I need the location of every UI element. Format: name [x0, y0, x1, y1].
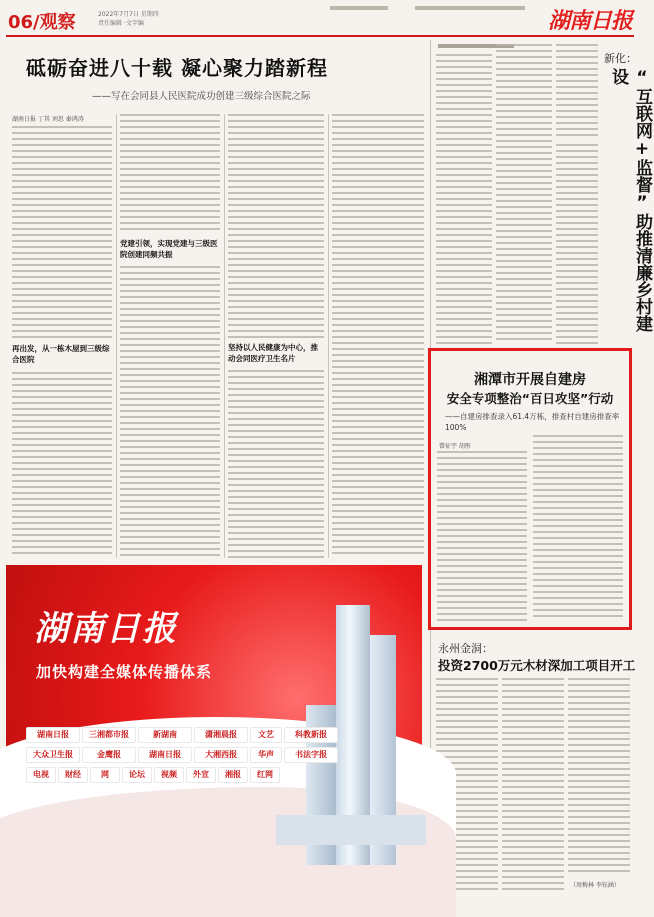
feature-title-line-1: 湘潭市开展自建房	[474, 372, 586, 388]
header-text-block	[415, 6, 525, 10]
media-logo[interactable]: 湘报	[218, 767, 248, 783]
media-logo[interactable]: 金鹰报	[82, 747, 136, 763]
media-logo[interactable]: 文艺	[250, 727, 282, 743]
editor-line: 责任编辑 ·文字编	[98, 20, 144, 27]
media-logo[interactable]: 湖南日报	[26, 727, 80, 743]
sidebar-title: “互联网+监督”助推清廉乡村建设	[608, 68, 652, 332]
article-text-block	[120, 114, 220, 232]
article-text-block	[228, 114, 324, 338]
main-story-subhead-3: 坚持以人民健康为中心，推动会同医疗卫生名片	[228, 343, 318, 363]
media-logo[interactable]: 华声	[250, 747, 282, 763]
right-upper-story	[434, 40, 652, 340]
article-text-block	[556, 144, 598, 344]
brief-story	[434, 634, 634, 900]
brief-footer: （周梅林 李钰涵）	[570, 882, 620, 889]
article-text-block	[502, 678, 564, 890]
brief-label: 永州金洞：	[438, 642, 493, 655]
media-logo[interactable]: 新湖南	[138, 727, 192, 743]
main-story-subhead-1: 再出发，从一栋木屋到三级综合医院	[12, 344, 110, 364]
media-logo[interactable]: 外宣	[186, 767, 216, 783]
building-base	[276, 815, 426, 845]
feature-subtitle: ——自建房排查录入61.4万栋，排查村自建房排查率100%	[445, 412, 620, 432]
article-text-block	[437, 451, 527, 621]
article-text-block	[12, 126, 112, 338]
article-text-block	[436, 54, 492, 344]
media-logo[interactable]: 财经	[58, 767, 88, 783]
main-story-subhead-2: 党建引领，实现党建与三级医院创建同频共振	[120, 239, 218, 259]
media-logo[interactable]: 潇湘晨报	[194, 727, 248, 743]
media-logo[interactable]: 湖南日报	[138, 747, 192, 763]
media-logo[interactable]: 网	[90, 767, 120, 783]
main-story	[0, 40, 430, 560]
article-text-block	[228, 370, 324, 558]
article-text-block	[332, 114, 424, 558]
ad-slogan: 加快构建全媒体传播体系	[36, 663, 213, 681]
header-text-block	[330, 6, 388, 10]
main-story-byline: 湖南日报 丁其 刘思 秦鸿涛	[12, 116, 84, 123]
main-story-subtitle: ——写在会同县人民医院成功创建三级综合医院之际	[92, 91, 311, 102]
header-rule	[6, 35, 634, 37]
feature-byline: 曾征宇 胡彤	[439, 443, 471, 450]
media-logo[interactable]: 三湘都市报	[82, 727, 136, 743]
sidebar-label: 新化：	[604, 52, 637, 65]
media-logo[interactable]: 视频	[154, 767, 184, 783]
media-logo[interactable]: 电视	[26, 767, 56, 783]
advertisement[interactable]	[6, 565, 422, 897]
page-section-label: 06/观察	[8, 12, 76, 33]
masthead-logo: 湖南日报	[548, 8, 633, 34]
article-text-block	[556, 44, 598, 140]
media-logo[interactable]: 论坛	[122, 767, 152, 783]
feature-story	[431, 351, 629, 627]
article-text-block	[12, 372, 112, 558]
media-logo[interactable]: 科教新报	[284, 727, 338, 743]
main-story-title: 砥砺奋进八十载 凝心聚力踏新程	[26, 56, 328, 80]
article-text-block	[496, 44, 552, 344]
brief-title: 投资2700万元木材深加工项目开工	[438, 658, 636, 673]
ad-logo: 湖南日报	[34, 609, 178, 649]
feature-title-line-2: 安全专项整治“百日攻坚”行动	[446, 391, 614, 406]
media-logo[interactable]: 书法字报	[284, 747, 338, 763]
media-logo[interactable]: 红网	[250, 767, 280, 783]
article-text-block	[568, 678, 630, 874]
date-line: 2022年7月7日 星期四	[98, 11, 159, 18]
article-text-block	[120, 266, 220, 558]
article-text-block	[533, 435, 623, 621]
media-logo[interactable]: 大湘西报	[194, 747, 248, 763]
media-logo[interactable]: 大众卫生报	[26, 747, 80, 763]
